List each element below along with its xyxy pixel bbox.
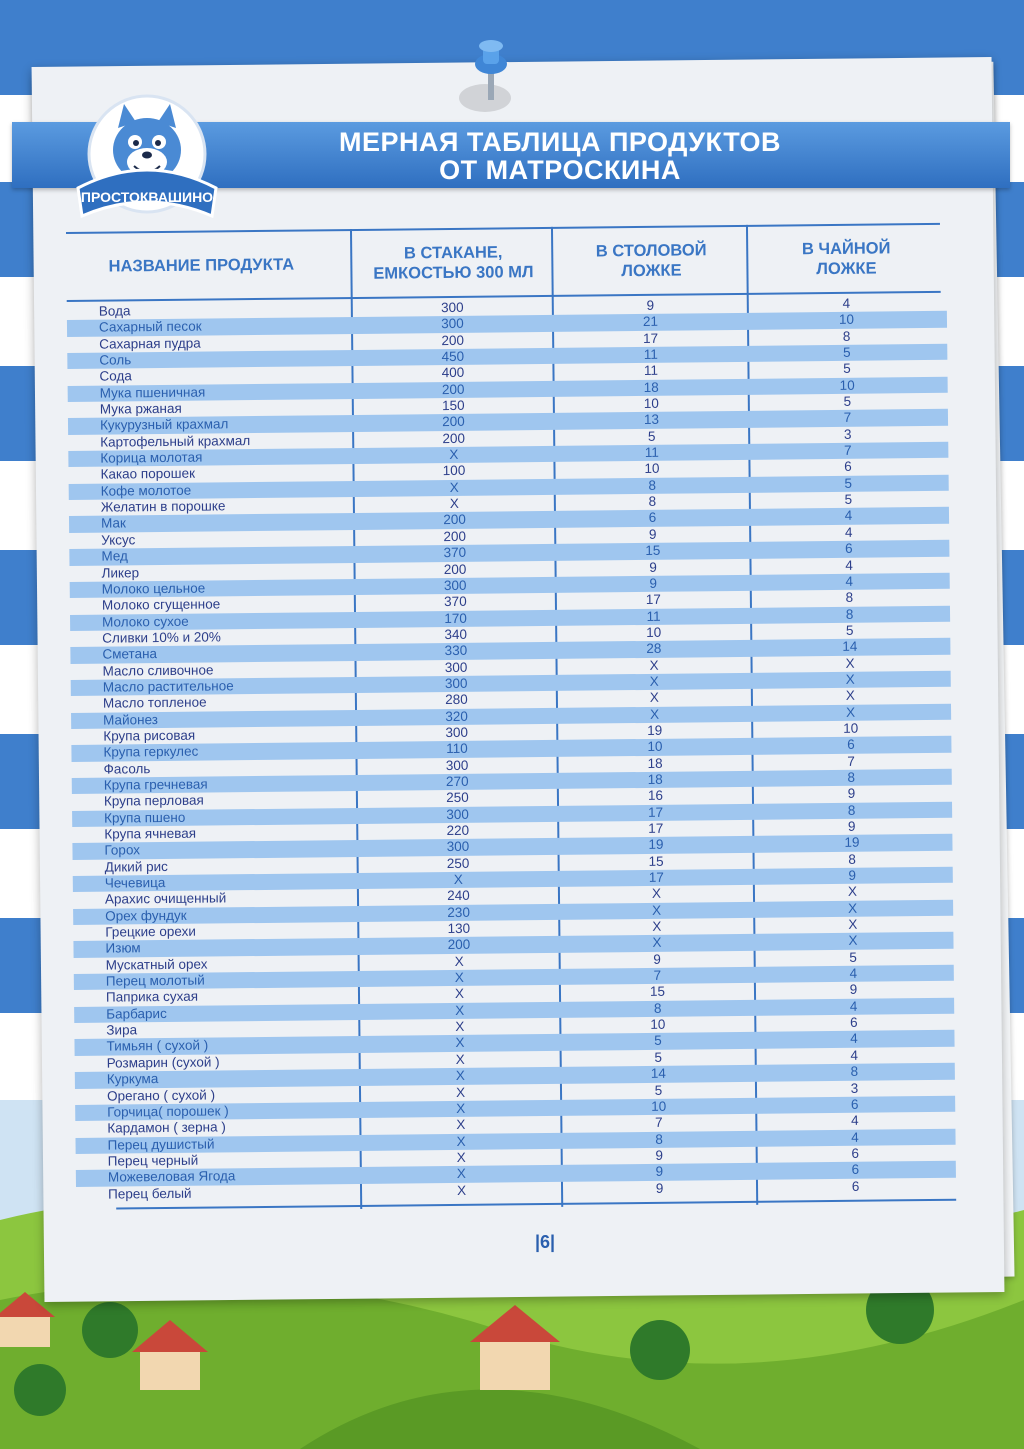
- tablespoon-value-cell: 17: [648, 804, 664, 820]
- glass-value-cell: X: [456, 1149, 466, 1165]
- product-name-cell: Кофе молотое: [100, 482, 192, 499]
- tablespoon-value-cell: 15: [648, 853, 664, 869]
- teaspoon-value-cell: X: [848, 916, 858, 932]
- teaspoon-value-cell: 8: [850, 1063, 859, 1079]
- tablespoon-value-cell: 18: [643, 379, 659, 395]
- glass-value-cell: 340: [444, 626, 468, 642]
- product-name-cell: Крупа пшено: [104, 809, 186, 826]
- teaspoon-value-cell: 4: [849, 998, 858, 1014]
- glass-value-cell: 330: [444, 643, 468, 659]
- tablespoon-value-cell: 10: [651, 1098, 667, 1114]
- tablespoon-value-cell: 10: [643, 395, 659, 412]
- product-name-cell: Фасоль: [103, 760, 151, 777]
- glass-value-cell: 150: [441, 397, 465, 414]
- product-name-cell: Масло сливочное: [102, 662, 214, 679]
- teaspoon-value-cell: 5: [845, 622, 854, 638]
- product-name-cell: Сахарный песок: [98, 318, 202, 336]
- tablespoon-value-cell: 11: [644, 444, 659, 461]
- teaspoon-value-cell: 6: [851, 1178, 860, 1194]
- glass-value-cell: 240: [447, 888, 470, 904]
- glass-value-cell: 300: [446, 806, 469, 822]
- pushpin-icon: [455, 36, 535, 126]
- tablespoon-value-cell: X: [649, 673, 659, 689]
- glass-value-cell: X: [454, 986, 465, 1002]
- tablespoon-value-cell: 18: [647, 771, 663, 787]
- teaspoon-value-cell: 6: [844, 459, 852, 475]
- product-name-cell: Розмарин (сухой ): [106, 1054, 220, 1071]
- tablespoon-value-cell: X: [649, 657, 659, 673]
- tablespoon-value-cell: 17: [645, 591, 661, 608]
- tablespoon-value-cell: 7: [653, 967, 662, 983]
- glass-value-cell: 200: [447, 937, 471, 953]
- teaspoon-value-cell: 6: [847, 737, 855, 753]
- tablespoon-value-cell: 28: [646, 641, 662, 657]
- product-name-cell: Дикий рис: [104, 858, 168, 875]
- teaspoon-value-cell: 8: [842, 328, 851, 344]
- product-name-cell: Крупа перловая: [103, 792, 204, 809]
- product-name-cell: Масло растительное: [102, 678, 234, 695]
- tablespoon-value-cell: 9: [653, 951, 661, 967]
- header-glass: В СТАКАНЕ, ЕМКОСТЬЮ 300 МЛ: [373, 243, 534, 283]
- glass-value-cell: 320: [445, 708, 468, 724]
- teaspoon-value-cell: 9: [847, 818, 856, 834]
- product-name-cell: Крупа ячневая: [104, 825, 197, 842]
- tablespoon-value-cell: 10: [644, 461, 660, 477]
- glass-value-cell: 200: [443, 561, 467, 577]
- glass-value-cell: 100: [442, 463, 466, 479]
- glass-value-cell: X: [449, 496, 459, 512]
- glass-value-cell: 300: [440, 299, 464, 316]
- glass-value-cell: 220: [446, 822, 470, 839]
- teaspoon-value-cell: 3: [843, 426, 852, 442]
- glass-value-cell: X: [455, 1051, 465, 1067]
- glass-value-cell: 200: [441, 332, 464, 348]
- glass-value-cell: 250: [446, 855, 470, 871]
- glass-value-cell: 200: [443, 528, 467, 544]
- table-body: [67, 295, 956, 1203]
- teaspoon-value-cell: 4: [850, 1031, 858, 1047]
- teaspoon-value-cell: 6: [851, 1161, 860, 1178]
- product-name-cell: Мускатный орех: [105, 956, 208, 973]
- tablespoon-value-cell: 8: [648, 477, 657, 493]
- product-name-cell: Перец черный: [107, 1152, 199, 1169]
- teaspoon-value-cell: 8: [847, 769, 856, 785]
- product-name-cell: Сахарная пудра: [99, 335, 201, 352]
- product-name-cell: Уксус: [101, 532, 136, 548]
- page-number: |6|: [534, 1232, 556, 1252]
- tablespoon-value-cell: 5: [654, 1033, 662, 1049]
- glass-value-cell: 170: [444, 610, 467, 626]
- glass-value-cell: X: [455, 1068, 465, 1084]
- glass-value-cell: 300: [443, 577, 467, 593]
- teaspoon-value-cell: X: [845, 704, 856, 720]
- teaspoon-value-cell: 4: [849, 965, 858, 981]
- product-name-cell: Соль: [99, 352, 132, 368]
- teaspoon-value-cell: X: [845, 671, 855, 687]
- product-name-cell: Ликер: [101, 564, 140, 581]
- product-name-cell: Кардамон ( зерна ): [107, 1119, 226, 1136]
- glass-value-cell: X: [456, 1182, 467, 1198]
- product-name-cell: Мука пшеничная: [99, 384, 206, 401]
- teaspoon-value-cell: 9: [848, 867, 857, 883]
- glass-value-cell: 400: [441, 365, 465, 381]
- glass-value-cell: 230: [447, 904, 470, 920]
- product-name-cell: Сметана: [102, 646, 158, 662]
- glass-value-cell: 300: [445, 724, 469, 740]
- product-name-cell: Перец белый: [107, 1185, 192, 1202]
- teaspoon-value-cell: 10: [839, 377, 855, 393]
- tablespoon-value-cell: 18: [647, 755, 663, 771]
- measurement-table: [66, 223, 956, 1222]
- product-name-cell: Картофельный крахмал: [100, 432, 251, 450]
- tablespoon-value-cell: 21: [642, 314, 659, 330]
- product-name-cell: Арахис очищенный: [104, 890, 227, 908]
- teaspoon-value-cell: 6: [850, 1096, 859, 1112]
- product-name-cell: Перец душистый: [107, 1136, 215, 1153]
- glass-value-cell: 370: [443, 544, 467, 561]
- teaspoon-value-cell: 5: [843, 361, 851, 377]
- tablespoon-value-cell: 11: [646, 608, 661, 624]
- tablespoon-value-cell: 17: [648, 869, 664, 885]
- teaspoon-value-cell: 9: [849, 982, 858, 998]
- teaspoon-value-cell: 8: [845, 589, 854, 606]
- glass-value-cell: X: [455, 1084, 466, 1100]
- tablespoon-value-cell: 9: [646, 297, 655, 313]
- logo-brand-text: ПРОСТОКВАШИНО: [80, 189, 214, 205]
- glass-value-cell: 280: [445, 692, 468, 708]
- product-name-cell: Крупа рисовая: [103, 727, 196, 744]
- glass-value-cell: X: [455, 1018, 465, 1035]
- teaspoon-value-cell: 8: [847, 802, 856, 818]
- glass-value-cell: 200: [442, 414, 465, 430]
- product-name-cell: Горох: [104, 842, 141, 858]
- glass-value-cell: 370: [444, 594, 467, 610]
- teaspoon-value-cell: 8: [845, 606, 854, 622]
- product-name-cell: Кукурузный крахмал: [99, 416, 229, 434]
- product-name-cell: Корица молотая: [100, 449, 203, 466]
- product-name-cell: Зира: [106, 1022, 138, 1038]
- glass-value-cell: X: [455, 1002, 465, 1018]
- teaspoon-value-cell: 6: [851, 1145, 860, 1161]
- product-name-cell: Можевеловая Ягода: [107, 1168, 236, 1185]
- glass-value-cell: 450: [441, 348, 465, 365]
- tablespoon-value-cell: 9: [655, 1180, 664, 1196]
- tablespoon-value-cell: X: [652, 935, 662, 951]
- teaspoon-value-cell: 6: [845, 540, 853, 557]
- teaspoon-value-cell: 4: [850, 1047, 858, 1063]
- teaspoon-value-cell: 4: [844, 508, 853, 524]
- tablespoon-value-cell: 10: [647, 739, 663, 755]
- teaspoon-value-cell: 9: [847, 786, 856, 802]
- product-name-cell: Чечевица: [104, 875, 166, 891]
- tablespoon-value-cell: 17: [643, 330, 659, 346]
- tablespoon-value-cell: 5: [654, 1082, 663, 1098]
- tablespoon-value-cell: X: [651, 886, 662, 902]
- teaspoon-value-cell: 4: [845, 573, 854, 589]
- glass-value-cell: 300: [445, 757, 469, 773]
- page-title-line1: МЕРНАЯ ТАБЛИЦА ПРОДУКТОВ: [338, 127, 782, 157]
- tablespoon-value-cell: X: [649, 690, 659, 706]
- tablespoon-value-cell: 9: [655, 1147, 664, 1163]
- tablespoon-value-cell: 5: [647, 428, 656, 444]
- teaspoon-value-cell: 4: [844, 524, 853, 540]
- product-name-cell: Мак: [100, 515, 126, 532]
- product-name-cell: Перец молотый: [105, 972, 205, 989]
- tablespoon-value-cell: 19: [647, 722, 663, 738]
- teaspoon-value-cell: 7: [843, 442, 852, 458]
- glass-value-cell: 250: [446, 790, 469, 806]
- product-name-cell: Крупа геркулес: [103, 743, 199, 760]
- teaspoon-value-cell: 5: [844, 491, 853, 507]
- teaspoon-value-cell: 3: [850, 1080, 859, 1096]
- tablespoon-value-cell: X: [652, 902, 662, 918]
- teaspoon-value-cell: X: [845, 655, 855, 671]
- product-name-cell: Мука ржаная: [99, 400, 182, 417]
- teaspoon-value-cell: X: [845, 688, 855, 704]
- tablespoon-value-cell: 11: [643, 363, 659, 379]
- glass-value-cell: X: [449, 446, 459, 463]
- tablespoon-value-cell: 7: [655, 1114, 663, 1131]
- tablespoon-value-cell: 15: [649, 984, 666, 1000]
- teaspoon-value-cell: 8: [848, 851, 856, 867]
- teaspoon-value-cell: 4: [845, 557, 853, 573]
- product-name-cell: Вода: [98, 303, 131, 319]
- tablespoon-value-cell: 9: [648, 526, 657, 542]
- product-name-cell: Масло топленое: [102, 694, 207, 711]
- product-name-cell: Сливки 10% и 20%: [102, 629, 221, 646]
- teaspoon-value-cell: 10: [843, 720, 859, 736]
- glass-value-cell: 300: [444, 675, 468, 691]
- product-name-cell: Молоко сухое: [102, 613, 189, 630]
- product-name-cell: Молоко сгущенное: [101, 596, 221, 613]
- page-title: [200, 128, 920, 184]
- product-name-cell: Желатин в порошке: [100, 498, 226, 515]
- tablespoon-value-cell: 6: [648, 510, 657, 526]
- tablespoon-value-cell: 14: [650, 1065, 666, 1082]
- product-name-cell: Молоко цельное: [101, 580, 206, 597]
- teaspoon-value-cell: 7: [847, 753, 855, 769]
- teaspoon-value-cell: X: [848, 933, 858, 949]
- teaspoon-value-cell: 6: [849, 1014, 858, 1030]
- product-name-cell: Сода: [99, 368, 132, 385]
- tablespoon-value-cell: 5: [654, 1049, 663, 1065]
- tablespoon-value-cell: 13: [643, 412, 660, 428]
- page-number-value: 6: [539, 1232, 550, 1252]
- teaspoon-value-cell: 5: [842, 344, 851, 360]
- tablespoon-value-cell: 9: [649, 575, 658, 591]
- glass-value-cell: X: [456, 1100, 466, 1116]
- glass-value-cell: X: [456, 1133, 466, 1149]
- teaspoon-value-cell: 4: [842, 295, 851, 311]
- glass-value-cell: X: [456, 1117, 466, 1133]
- tablespoon-value-cell: X: [652, 918, 662, 934]
- header-tablespoon: В СТОЛОВОЙ ЛОЖКЕ: [595, 241, 707, 281]
- product-name-cell: Майонез: [103, 711, 158, 728]
- glass-value-cell: X: [453, 871, 463, 888]
- product-name-cell: Крупа гречневая: [103, 776, 208, 793]
- cat-matroskin-logo: [72, 92, 222, 228]
- product-name-cell: Орех фундук: [105, 907, 187, 924]
- tablespoon-value-cell: 8: [655, 1131, 663, 1147]
- teaspoon-value-cell: 10: [838, 312, 855, 328]
- product-name-cell: Куркума: [106, 1071, 159, 1087]
- product-name-cell: Тимьян ( сухой ): [106, 1038, 209, 1055]
- header-teaspoon: В ЧАЙНОЙ ЛОЖКЕ: [801, 239, 891, 279]
- product-name-cell: Изюм: [105, 940, 141, 957]
- teaspoon-value-cell: 5: [844, 475, 853, 491]
- product-name-cell: Паприка сухая: [105, 989, 199, 1006]
- tablespoon-value-cell: 10: [650, 1016, 666, 1033]
- glass-value-cell: 300: [446, 839, 470, 855]
- teaspoon-value-cell: X: [847, 884, 858, 900]
- tablespoon-value-cell: 9: [649, 559, 657, 575]
- product-name-cell: Горчица( порошек ): [107, 1103, 229, 1120]
- page-title-line2: ОТ МАТРОСКИНА: [439, 155, 681, 185]
- tablespoon-value-cell: X: [649, 706, 660, 722]
- teaspoon-value-cell: X: [848, 900, 858, 916]
- glass-value-cell: X: [449, 479, 459, 495]
- glass-value-cell: X: [455, 1035, 465, 1051]
- glass-value-cell: 110: [446, 741, 468, 757]
- teaspoon-value-cell: 5: [843, 393, 852, 409]
- tablespoon-value-cell: 19: [648, 837, 664, 853]
- glass-value-cell: X: [454, 969, 464, 986]
- glass-value-cell: X: [456, 1166, 466, 1182]
- teaspoon-value-cell: 4: [851, 1112, 859, 1129]
- product-name-cell: Орегано ( сухой ): [106, 1086, 216, 1104]
- glass-value-cell: 130: [447, 920, 471, 937]
- tablespoon-value-cell: 8: [653, 1000, 662, 1016]
- product-name-cell: Какао порошек: [100, 466, 196, 483]
- tablespoon-value-cell: 15: [645, 542, 661, 559]
- product-name-cell: Мед: [101, 548, 128, 564]
- header-product-name: НАЗВАНИЕ ПРОДУКТА: [108, 255, 295, 276]
- tablespoon-value-cell: 11: [643, 346, 658, 362]
- glass-value-cell: X: [454, 953, 464, 969]
- glass-value-cell: 300: [444, 659, 468, 675]
- teaspoon-value-cell: 5: [849, 949, 857, 965]
- glass-value-cell: 300: [441, 316, 464, 332]
- tablespoon-value-cell: 9: [655, 1164, 664, 1180]
- glass-value-cell: 270: [445, 773, 469, 790]
- teaspoon-value-cell: 19: [844, 835, 860, 851]
- glass-value-cell: 200: [441, 381, 465, 397]
- tablespoon-value-cell: 8: [648, 493, 657, 510]
- tablespoon-value-cell: 10: [646, 624, 662, 640]
- tablespoon-value-cell: 17: [648, 820, 664, 836]
- teaspoon-value-cell: 4: [851, 1129, 859, 1145]
- glass-value-cell: 200: [443, 512, 466, 528]
- product-name-cell: Барбарис: [106, 1005, 167, 1022]
- teaspoon-value-cell: 14: [842, 638, 858, 655]
- glass-value-cell: 200: [442, 430, 466, 446]
- product-name-cell: Грецкие орехи: [105, 923, 196, 940]
- tablespoon-value-cell: 16: [647, 788, 664, 804]
- teaspoon-value-cell: 7: [843, 410, 852, 426]
